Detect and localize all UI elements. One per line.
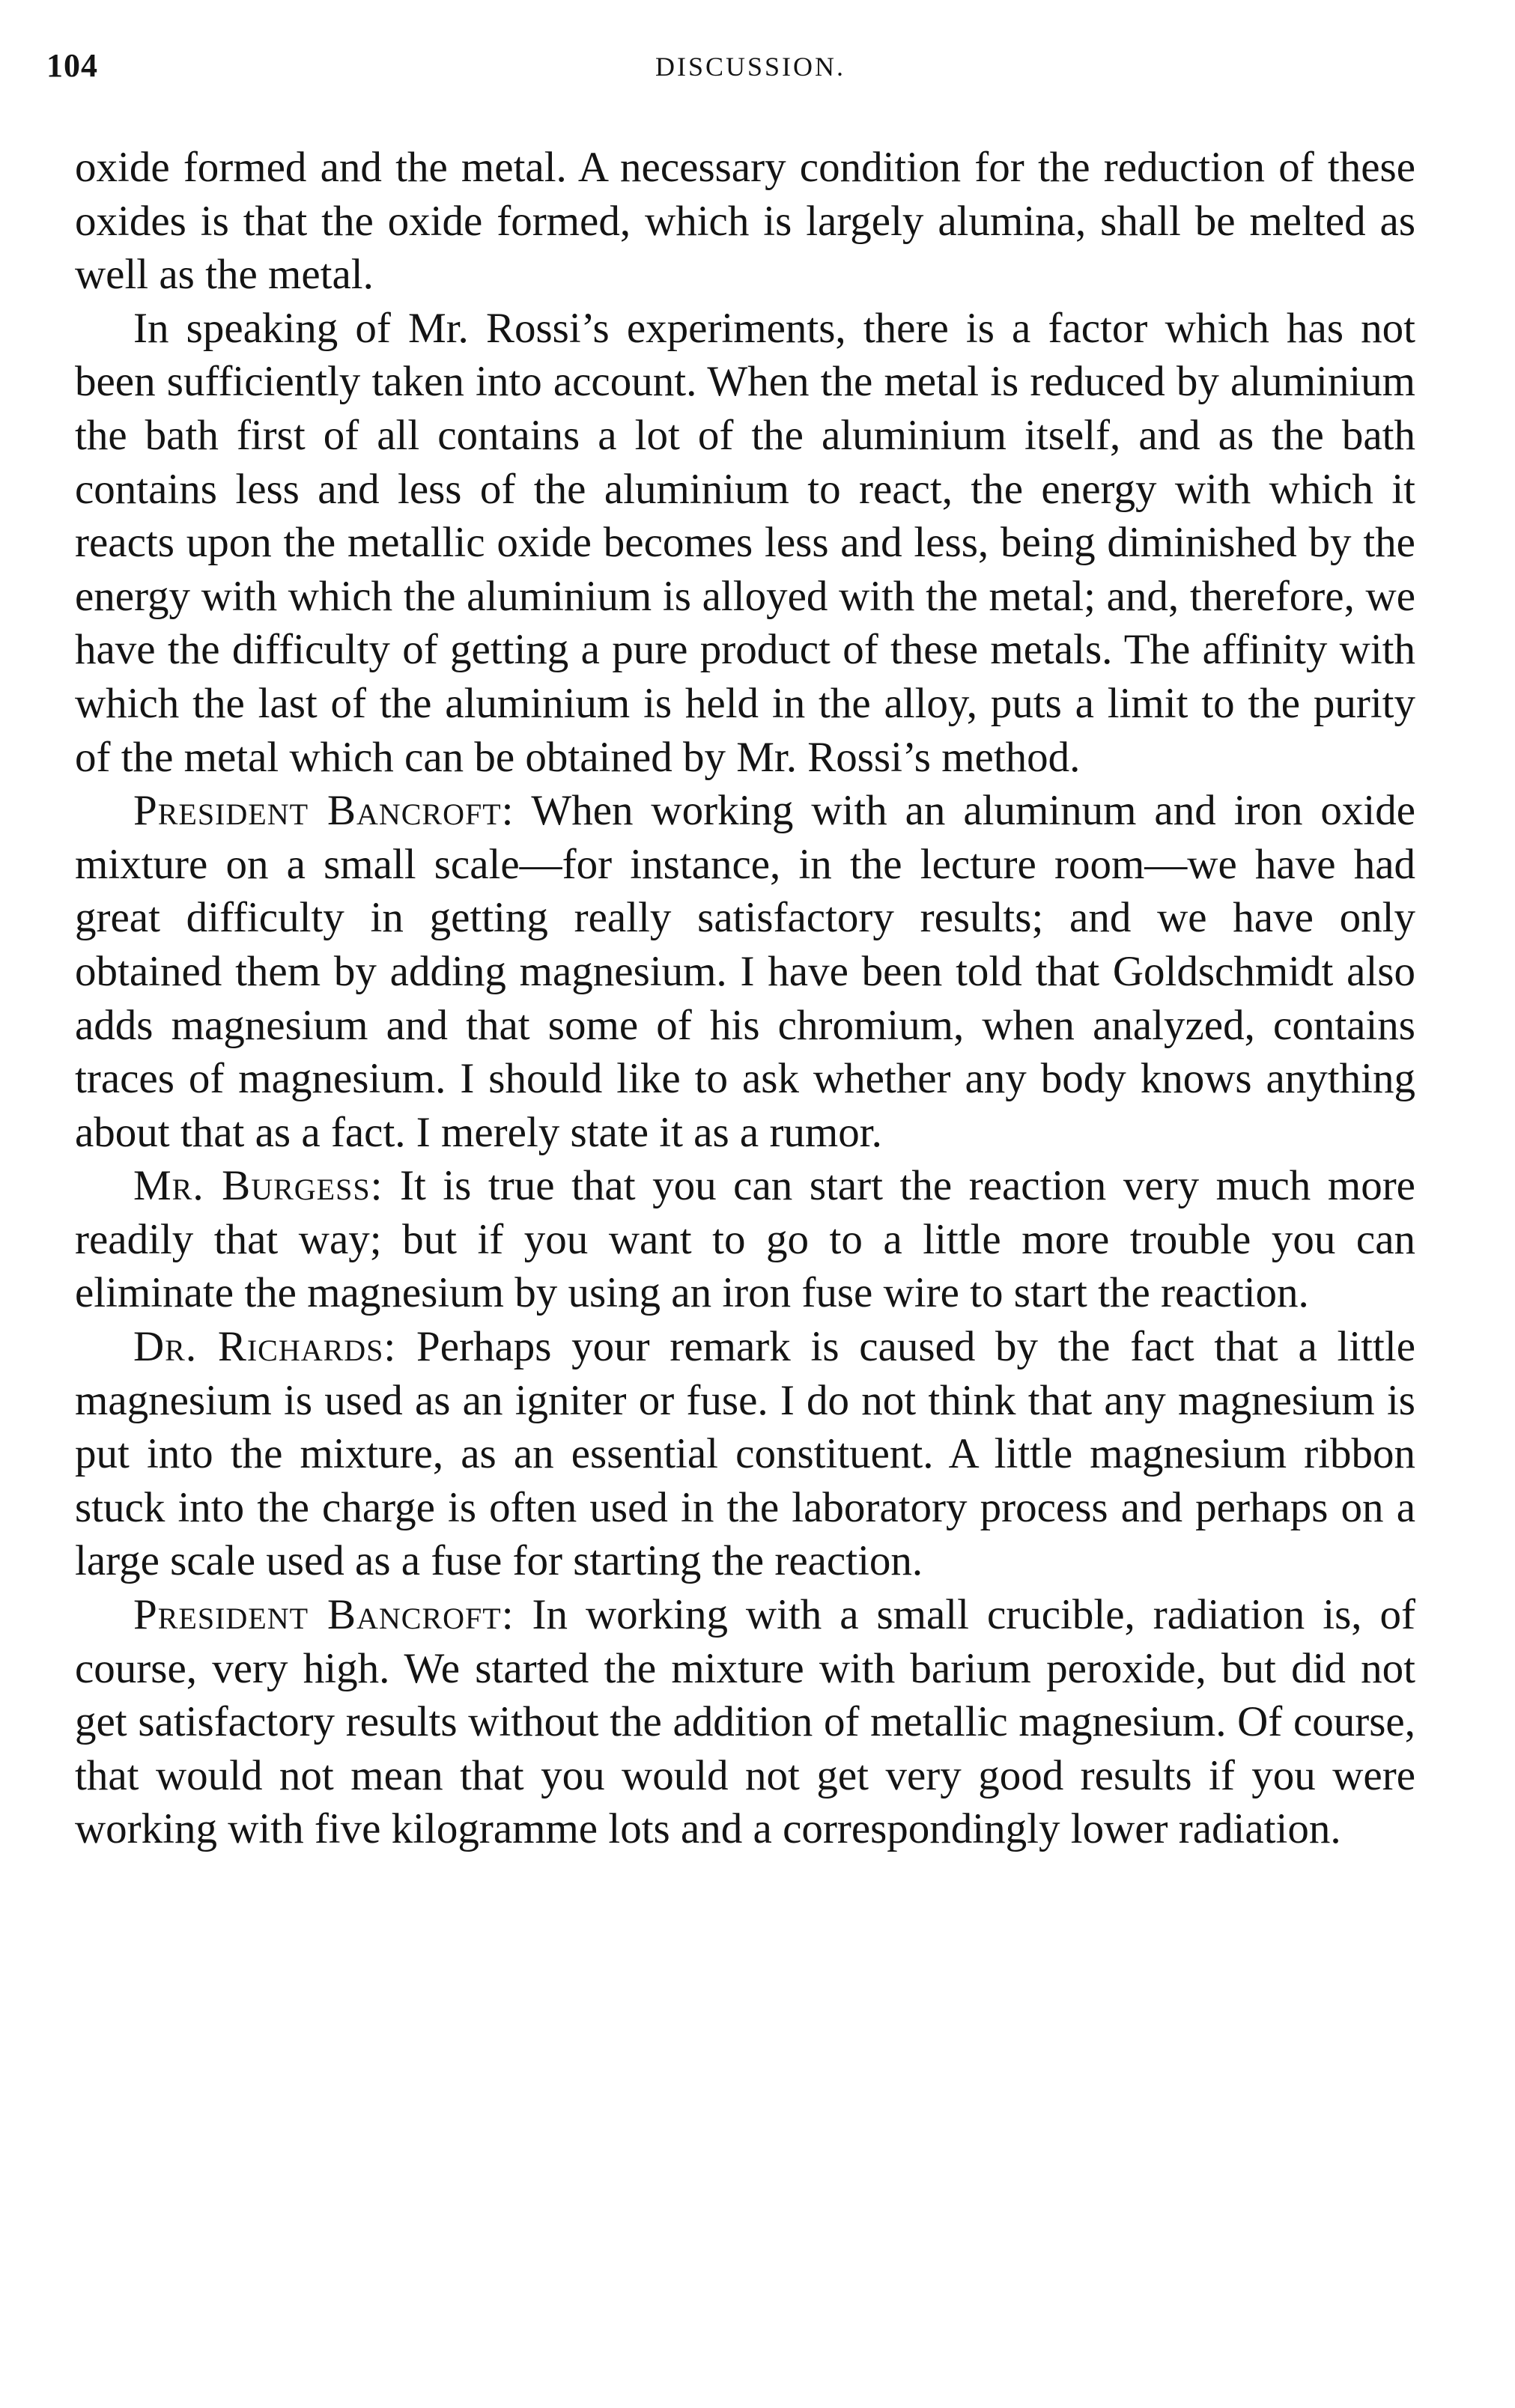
paragraph-text: When working with an aluminum and iron oxide mixture on a small scale—for instance, in the lecture room—we have had great difficulty in getting really satisfactory results; and we have only obtained them by adding magnesium. I have been told that Goldschmidt also adds magnesium and that some of his chromium, when analyzed, contains traces of magnesium. I should like to ask whether any body knows anything about that as a fact. I merely state it as a rumor.: [75, 787, 1416, 1156]
paragraph-text: oxide formed and the metal. A necessary condition for the reduction of these oxides is that the oxide formed, which is largely alumina, shall be melted as well as the metal.: [75, 144, 1415, 299]
paragraph-text: In working with a small crucible, radiation is, of course, very high. We started the mixture with barium peroxide, but did not get satisfactory results without the addition of metallic magnesium. Of course, that would not mean that you would not get very good results if you were working with five kilogramme lots and a correspondingly lower radiation.: [75, 1591, 1415, 1853]
running-title: DISCUSSION.: [655, 52, 846, 82]
paragraph-rossi-experiments: [75, 302, 1415, 784]
speaker-label: President Bancroft:: [133, 1591, 514, 1639]
paragraph-dr-richards: [75, 1320, 1415, 1588]
paragraph-text: In speaking of Mr. Rossi’s experiments, there is a factor which has not been sufficiently taken into account. When the metal is reduced by aluminium the bath first of all contains a lot of the aluminium itself, and as the bath contains less and less of the aluminium to react, the energy with which it reacts upon the metallic oxide becomes less and less, being diminished by the energy with which the aluminium is alloyed with the metal; and, therefore, we have the difficulty of getting a pure product of these metals. The affinity with which the last of the aluminium is held in the alloy, puts a limit to the purity of the metal which can be obtained by Mr. Rossi’s method.: [75, 304, 1415, 781]
running-head: [46, 46, 1409, 91]
page-number: 104: [46, 47, 98, 84]
paragraph-text: It is true that you can start the reaction very much more readily that way; but if you want to go to a little more trouble you can eliminate the magnesium by using an iron fuse wire to start the reaction.: [75, 1162, 1415, 1317]
paragraph-president-bancroft-1: [75, 784, 1415, 1159]
speaker-label: Mr. Burgess:: [133, 1162, 383, 1210]
body-text: [75, 141, 1415, 1856]
paragraph-text: Perhaps your remark is caused by the fact that a little magnesium is used as an igniter or fuse. I do not think that any magnesium is put into the mixture, as an essential constituent. A little magnesium ribbon stuck into the charge is often used in the laboratory process and perhaps on a large scale used as a fuse for starting the reaction.: [75, 1323, 1415, 1585]
paragraph-continuation: [75, 141, 1415, 302]
speaker-label: Dr. Richards:: [133, 1323, 397, 1371]
paragraph-president-bancroft-2: [75, 1588, 1415, 1856]
speaker-label: President Bancroft:: [133, 787, 514, 835]
paragraph-mr-burgess: [75, 1159, 1415, 1320]
